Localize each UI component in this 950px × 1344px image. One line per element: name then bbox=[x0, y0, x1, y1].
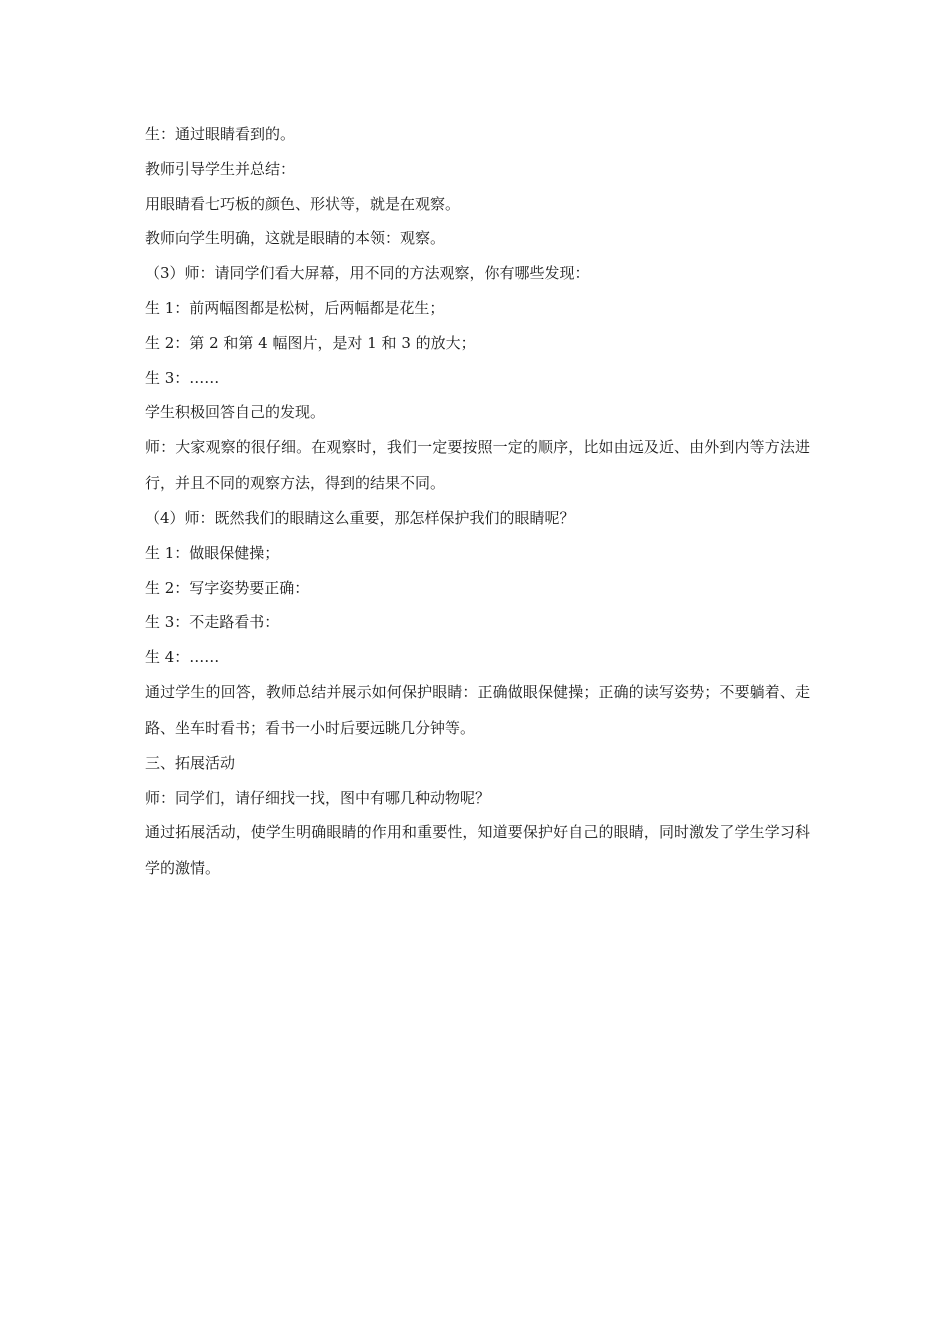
paragraph: 用眼睛看七巧板的颜色、形状等，就是在观察。 bbox=[145, 194, 461, 213]
paragraph: （3）师：请同学们看大屏幕，用不同的方法观察，你有哪些发现： bbox=[145, 264, 590, 283]
paragraph: （4）师：既然我们的眼睛这么重要，那怎样保护我们的眼睛呢？ bbox=[145, 508, 575, 527]
paragraph: 生 3：…… bbox=[145, 368, 220, 387]
paragraph: 生 1：前两幅图都是松树，后两幅都是花生； bbox=[145, 298, 445, 317]
document-body bbox=[145, 124, 810, 893]
paragraph: 生 4：…… bbox=[145, 648, 220, 667]
paragraph: 生 2：写字姿势要正确： bbox=[145, 578, 310, 597]
paragraph: 教师引导学生并总结： bbox=[145, 159, 296, 178]
paragraph: 生：通过眼睛看到的。 bbox=[145, 125, 296, 143]
paragraph: 生 1：做眼保健操； bbox=[145, 543, 280, 562]
paragraph: 通过学生的回答，教师总结并展示如何保护眼睛：正确做眼保健操；正确的读写姿势；不要躺着、走路、坐车时看书；看书一小时后要远眺几分钟等。 bbox=[145, 682, 810, 737]
paragraph: 生 2：第 2 和第 4 幅图片，是对 1 和 3 的放大； bbox=[145, 333, 476, 352]
paragraph: 通过拓展活动，使学生明确眼睛的作用和重要性，知道要保护好自己的眼睛，同时激发了学生学习科学的激情。 bbox=[145, 823, 810, 878]
paragraph: 师：同学们，请仔细找一找，图中有哪几种动物呢？ bbox=[145, 788, 491, 807]
paragraph: 学生积极回答自己的发现。 bbox=[145, 403, 326, 422]
paragraph: 师：大家观察的很仔细。在观察时，我们一定要按照一定的顺序，比如由远及近、由外到内等方法进行，并且不同的观察方法，得到的结果不同。 bbox=[145, 438, 810, 493]
paragraph: 生 3：不走路看书： bbox=[145, 613, 280, 632]
section-heading: 三、拓展活动 bbox=[145, 753, 236, 772]
paragraph: 教师向学生明确，这就是眼睛的本领：观察。 bbox=[145, 229, 446, 248]
